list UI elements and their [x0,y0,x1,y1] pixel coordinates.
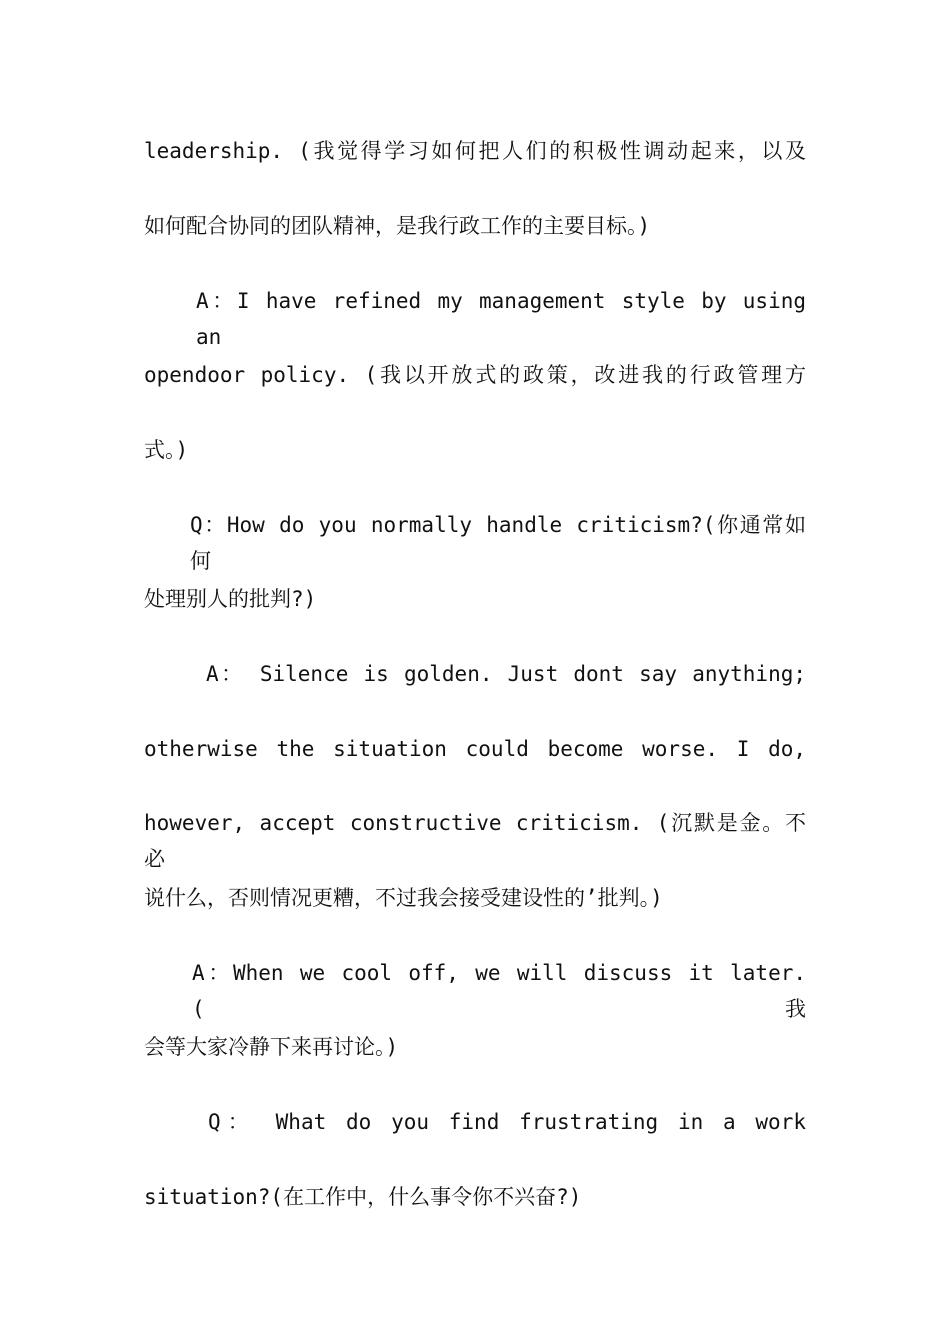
text-line: 说什么，否则情况更糟，不过我会接受建设性的’批判。) [144,886,663,910]
question-paragraph-line: Q：How do you normally handle criticism?(你通常如何 [190,513,806,573]
text-line: 会等大家冷静下来再讨论。) [144,1035,399,1059]
text-line: otherwise the situation could become worse. I do, [144,737,806,761]
text-line: 处理别人的批判?) [144,587,317,611]
answer-paragraph-line: A： Silence is golden. Just dont say anything; [206,662,806,686]
answer-paragraph-line: A：When we cool off, we will discuss it later. (我 [192,961,806,1021]
text-line: situation?(在工作中，什么事令你不兴奋?) [144,1185,582,1209]
text-line: 式。) [144,438,189,462]
text-line: 如何配合协同的团队精神，是我行政工作的主要目标。) [144,214,651,238]
text-line: opendoor policy. (我以开放式的政策，改进我的行政管理方 [144,363,806,387]
answer-paragraph-line: A：I have refined my management style by using an [196,289,806,349]
text-line: leadership. (我觉得学习如何把人们的积极性调动起来，以及 [144,139,806,163]
text-line: however, accept constructive criticism. (沉默是金。不必 [144,811,806,871]
question-paragraph-line: Q： What do you find frustrating in a work [208,1110,806,1134]
